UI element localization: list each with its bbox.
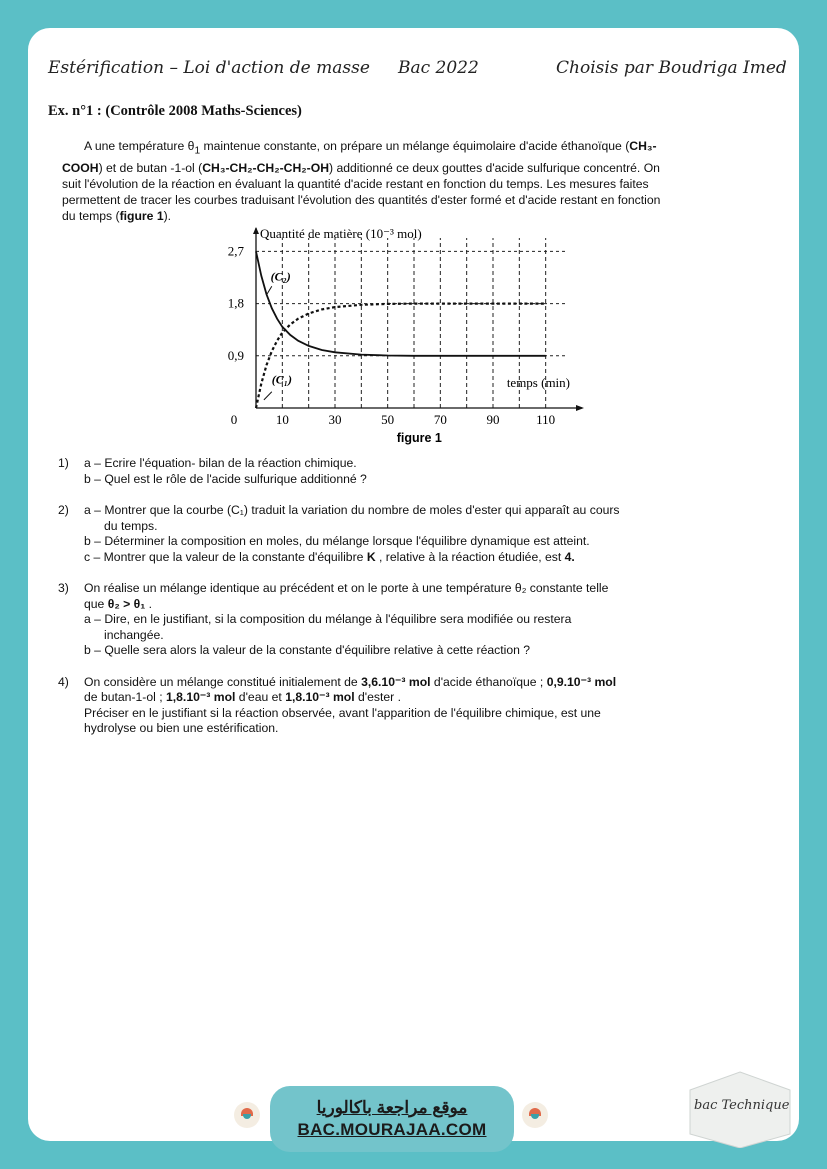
q4-alcohol-amount: 0,9.10⁻³ mol <box>546 674 617 689</box>
y-axis-label: Quantité de matière (10⁻³ mol) <box>260 226 422 241</box>
curve-label-c2: (C₂) <box>270 269 291 284</box>
question-4-line-3: Préciser en le justifiant si la réaction observée, avant l'apparition de l'équilibre chimique, est une <box>84 705 601 720</box>
question-3-condition <box>84 597 678 613</box>
constant-k: K <box>366 549 376 564</box>
question-number: 1) <box>58 456 69 470</box>
question-3b: b – Quelle sera alors la valeur de la constante d'équilibre relative à cette réaction ? <box>84 643 531 657</box>
curve-pointer-c2 <box>267 286 272 295</box>
question-2 <box>58 503 678 565</box>
y-axis-arrow <box>253 227 259 234</box>
intro-text-3: ) et de butan -1-ol ( <box>98 160 203 175</box>
intro-text-5: ). <box>163 209 172 224</box>
footer-arabic-link[interactable]: موقع مراجعة باكالوريا <box>316 1098 468 1117</box>
header-author: Choisis par Boudriga Imed <box>556 58 787 78</box>
q4-acid-amount: 3,6.10⁻³ mol <box>361 674 431 689</box>
footer-banner[interactable] <box>270 1086 514 1152</box>
alcohol-formula: CH₃-CH₂-CH₂-CH₂-OH <box>202 160 330 175</box>
footer-url-link[interactable]: BAC.MOURAJAA.COM <box>297 1120 487 1139</box>
question-4 <box>58 675 678 737</box>
question-number: 3) <box>58 581 69 595</box>
q4-text: de butan-1-ol ; <box>84 690 166 704</box>
q4-text: d'ester . <box>354 690 401 704</box>
q4-water-amount: 1,8.10⁻³ mol <box>165 690 236 704</box>
question-4-line-1 <box>84 675 678 691</box>
question-1b: b – Quel est le rôle de l'acide sulfurique additionné ? <box>84 471 367 486</box>
question-3 <box>58 581 678 659</box>
x-tick-label: 110 <box>536 412 556 427</box>
figure-1-chart <box>200 224 600 454</box>
exercise-title: Ex. n°1 : (Contrôle 2008 Maths-Sciences) <box>48 103 302 119</box>
y-tick-label: 2,7 <box>227 243 244 259</box>
x-axis-arrow <box>576 405 584 411</box>
question-2b: b – Déterminer la composition en moles, du mélange lorsque l'équilibre dynamique est atteint. <box>84 534 590 548</box>
x-tick-label: 10 <box>275 412 289 427</box>
q4-ester-amount: 1,8.10⁻³ mol <box>285 690 355 704</box>
question-3a: a – Dire, en le justifiant, si la composition du mélange à l'équilibre sera modifiée ou restera <box>84 612 572 626</box>
question-number: 4) <box>58 674 69 689</box>
curve-pointer-c1 <box>264 392 272 400</box>
x-axis-label: temps (min) <box>506 375 570 390</box>
q4-text: On considère un mélange constitué initialement de <box>84 674 362 689</box>
badge-label: bac Technique <box>694 1098 790 1113</box>
question-1a: a – Ecrire l'équation- bilan de la réaction chimique. <box>84 456 357 470</box>
question-2c-text: c – Montrer que la valeur de la constante d'équilibre <box>84 549 367 564</box>
cond-pre: que <box>84 596 108 611</box>
question-1 <box>58 456 678 487</box>
question-3-text: On réalise un mélange identique au précédent et on le porte à une température θ₂ constante telle <box>84 581 609 595</box>
x-tick-label: 50 <box>381 412 395 427</box>
intro-text-2: maintenue constante, on prépare un mélange équimolaire d'acide éthanoïque ( <box>200 139 630 153</box>
header-year: Bac 2022 <box>398 58 479 78</box>
intro-sub: 1 <box>194 145 201 157</box>
site-logo-right <box>522 1102 548 1128</box>
chart-labels <box>228 226 570 445</box>
intro-text-4: ) additionné ce deux gouttes d'acide sulfurique concentré. On suit l'évolution de la réaction en évaluant la quantité d'acide restant en fonction du temps. Les mesures faites permettent de tracer les courbes traduisant l'évolution des quantités d'ester formé et d'acide restant en fonction du temps ( <box>62 160 661 224</box>
y-tick-label: 0,9 <box>227 347 244 363</box>
q4-text: d'eau et <box>235 690 286 704</box>
header-topic: Estérification – Loi d'action de masse <box>48 58 370 78</box>
chart-curves <box>256 251 546 408</box>
acid-formula: CH₃-COOH <box>62 139 657 175</box>
constant-value: 4. <box>564 549 575 564</box>
cond-post: . <box>145 596 153 611</box>
theta-condition: θ₂ > θ₁ <box>107 596 146 611</box>
x-tick-label: 30 <box>328 412 342 427</box>
question-2c-mid: , relative à la réaction étudiée, est <box>375 549 565 564</box>
origin-label: 0 <box>230 412 238 427</box>
intro-text-1: A une température θ <box>84 139 195 153</box>
question-2a-cont: du temps. <box>104 518 158 533</box>
q4-text: d'acide éthanoïque ; <box>430 674 547 689</box>
questions-list <box>58 456 678 749</box>
question-3a-cont: inchangée. <box>104 627 164 642</box>
question-2c <box>84 550 678 566</box>
question-4-line-4: hydrolyse ou bien une estérification. <box>84 721 279 735</box>
question-number: 2) <box>58 503 69 517</box>
figure-caption: figure 1 <box>396 431 442 445</box>
x-tick-label: 90 <box>486 412 500 427</box>
figure-reference: figure 1 <box>119 209 164 224</box>
x-tick-label: 70 <box>433 412 447 427</box>
intro-paragraph <box>62 138 672 224</box>
curve-label-c1: (C₁) <box>271 372 292 387</box>
site-logo-left <box>234 1102 260 1128</box>
question-2a: a – Montrer que la courbe (C₁) traduit la variation du nombre de moles d'ester qui apparaît au cours <box>84 503 620 517</box>
y-tick-label: 1,8 <box>227 295 244 311</box>
question-4-line-2 <box>84 690 678 706</box>
